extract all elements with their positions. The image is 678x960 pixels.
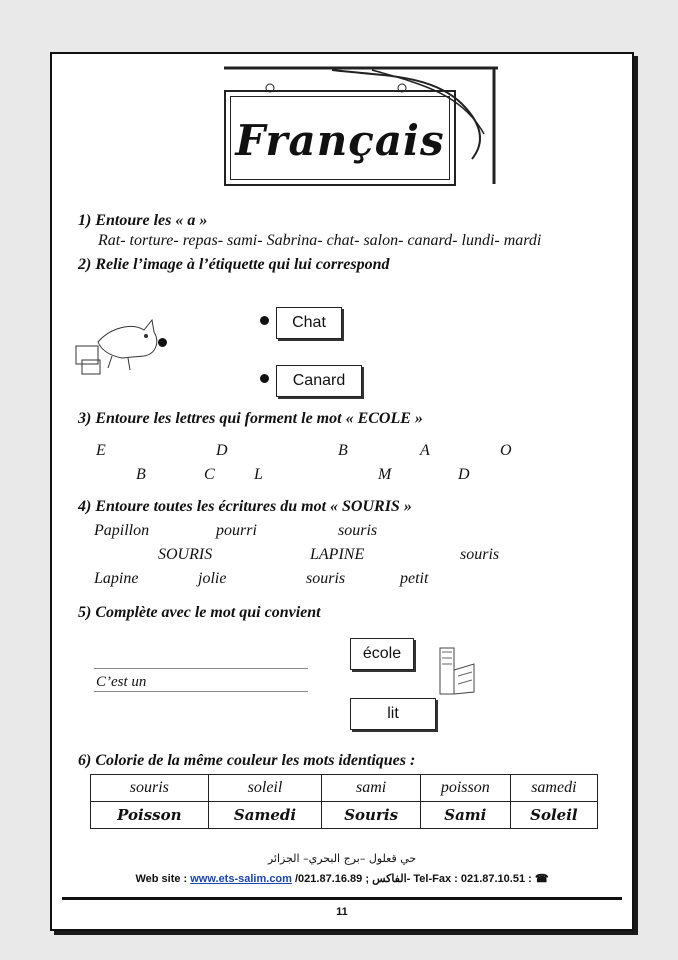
word[interactable]: SOURIS [158, 546, 213, 563]
sentence-start[interactable]: C’est un [96, 674, 147, 690]
letter[interactable]: C [204, 466, 215, 483]
table-cell-word[interactable]: Samedi [208, 802, 322, 829]
label-chat: Chat [276, 307, 342, 339]
connector-dot-chat[interactable] [260, 316, 269, 325]
letter[interactable]: A [420, 442, 430, 459]
table-cell-word[interactable]: sami [322, 775, 421, 802]
page-number: 11 [336, 906, 348, 918]
cat-with-gift-icon [72, 312, 167, 378]
letter[interactable]: E [96, 442, 106, 459]
table-cell-word[interactable]: Sami [420, 802, 510, 829]
table-cell-word[interactable]: Poisson [91, 802, 209, 829]
worksheet-page [50, 52, 634, 931]
letter[interactable]: M [378, 466, 392, 483]
word[interactable]: Lapine [94, 570, 139, 587]
table-cell-word[interactable]: samedi [510, 775, 597, 802]
letter[interactable]: O [500, 442, 512, 459]
table-cell-word[interactable]: souris [91, 775, 209, 802]
letter[interactable]: B [338, 442, 348, 459]
option-ecole[interactable]: école [350, 638, 414, 670]
question-6: 6) Colorie de la même couleur les mots identiques : [78, 752, 416, 769]
web-label: Web site : [135, 873, 191, 885]
phone-icon: ☎ [534, 873, 549, 885]
option-lit[interactable]: lit [350, 698, 436, 730]
question-4: 4) Entoure toutes les écritures du mot « SOURIS » [78, 498, 412, 515]
letter[interactable]: B [136, 466, 146, 483]
label-canard: Canard [276, 365, 362, 397]
page-title: Français [235, 116, 445, 165]
connector-dot-image[interactable] [158, 338, 167, 347]
contact-numbers: /021.87.16.89 ; الفاكس- Tel-Fax : 021.87.10.51 : [291, 873, 535, 885]
word[interactable]: Papillon [94, 522, 150, 539]
table-cell-word[interactable]: poisson [420, 775, 510, 802]
word[interactable]: petit [400, 570, 429, 587]
matching-table [90, 774, 598, 829]
letter[interactable]: D [458, 466, 470, 483]
bed-icon [434, 642, 480, 700]
letter[interactable]: L [254, 466, 263, 483]
question-2: 2) Relie l’image à l’étiquette qui lui correspond [78, 256, 390, 273]
footer-address: حي قعلول –برج البحري– الجزائر [267, 852, 417, 865]
table-cell-word[interactable]: soleil [208, 775, 322, 802]
table-cell-word[interactable]: Soleil [510, 802, 597, 829]
question-5: 5) Complète avec le mot qui convient [78, 604, 321, 621]
word[interactable]: souris [306, 570, 346, 587]
writing-line [94, 691, 308, 692]
writing-line [94, 668, 308, 669]
website-link[interactable]: www.ets-salim.com [190, 873, 292, 885]
word[interactable]: jolie [198, 570, 227, 587]
word[interactable]: pourri [216, 522, 257, 539]
question-1: 1) Entoure les « a » [78, 212, 208, 229]
footer-divider [62, 897, 622, 900]
question-3: 3) Entoure les lettres qui forment le mot « ECOLE » [78, 410, 423, 427]
word[interactable]: LAPINE [310, 546, 365, 563]
word[interactable]: souris [460, 546, 500, 563]
table-cell-word[interactable]: Souris [322, 802, 421, 829]
question-1-words: Rat- torture- repas- sami- Sabrina- chat- salon- canard- lundi- mardi [98, 232, 542, 249]
footer-contact [52, 872, 632, 885]
letter[interactable]: D [216, 442, 228, 459]
title-board [224, 90, 456, 186]
connector-dot-canard[interactable] [260, 374, 269, 383]
word[interactable]: souris [338, 522, 378, 539]
